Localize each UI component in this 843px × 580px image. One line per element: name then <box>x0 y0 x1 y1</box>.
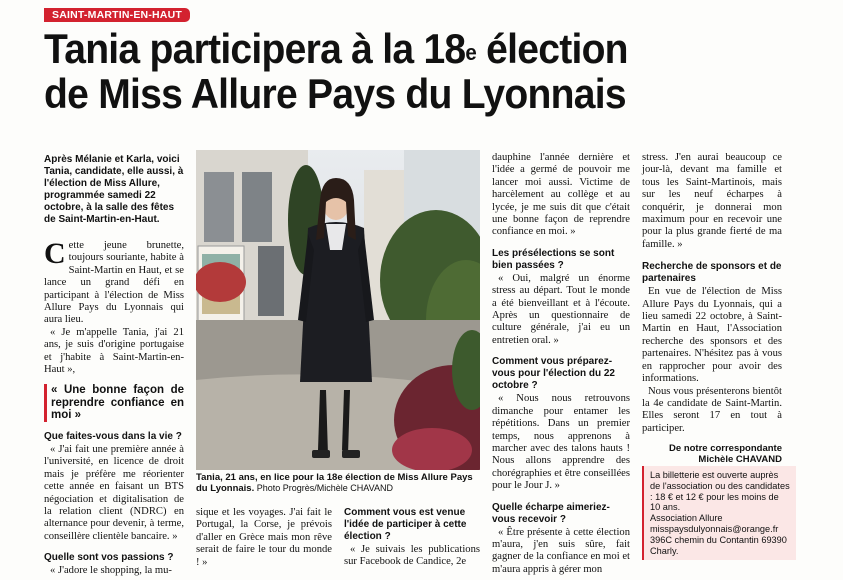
portrait-photo <box>196 150 480 470</box>
body-paragraph: Nous vous présenterons bientôt la 4e candidate de Saint-Martin. Elles seront 17 en tout à participer. <box>642 385 782 434</box>
column-3 <box>344 507 480 569</box>
byline <box>642 443 782 465</box>
body-paragraph: En vue de l'élection de Miss Allure Pays du Lyonnais, qui a lieu samedi 22 octobre, à Saint-Martin en Haut, l'Association recherche des sponsors et des partenaires. N'hésitez pas à vous en rapprocher pour avoir des informations. <box>642 286 782 385</box>
intro-paragraph <box>44 237 184 327</box>
association-contact: Association Allure misspaysdulyonnais@orange.fr 396C chemin du Contantin 69390 Charly. <box>650 513 787 556</box>
question-heading: Quelle sont vos passions ? <box>44 552 174 564</box>
question-heading: Comment vous préparez-vous pour l'élection du 22 octobre ? <box>492 356 615 392</box>
answer-paragraph: « J'ai fait une première année à l'université, en licence de droit mais je préfère me réorienter cette année en faisant un BTS négociation et digitalisation de la relation client (NDRC) en alternance pour devenir, à terme, conseillère clientèle bancaire. » <box>44 443 184 542</box>
question-heading: Comment vous est venue l'idée de participer à cette élection ? <box>344 507 467 542</box>
section-heading: Recherche de sponsors et de partenaires <box>642 261 782 285</box>
answer-paragraph: « Oui, malgré un énorme stress au départ. Tout le monde a été bienveillant et à l'écoute. Après un questionnaire de culture générale, j'ai eu un entretien oral. » <box>492 272 630 346</box>
headline <box>44 26 779 116</box>
dropcap: C <box>44 237 66 270</box>
headline-sup: e <box>465 40 477 65</box>
lead-paragraph: Après Mélanie et Karla, voici Tania, candidate, elle aussi, à l'élection de Miss Allure, programmée samedi 22 octobre, à la salle des fêtes de Saint-Martin-en-Haut. <box>44 154 184 225</box>
column-2 <box>196 507 332 569</box>
answer-paragraph: « Être présente à cette élection m'aura, j'en suis sûre, fait gagner de la confiance en moi et m'aura appris à gérer mon <box>492 526 630 575</box>
intro-text: ette jeune brunette, toujours souriante, habite à Saint-Martin en Haut, et se lance un grand défi en participant à l'élection de Miss Allure Pays du Lyonnais qui aura lieu. <box>44 240 184 326</box>
column-4 <box>492 152 630 576</box>
byline-author: Michèle CHAVAND <box>698 454 782 466</box>
column-5 <box>642 152 782 465</box>
question-heading: Quelle écharpe aimeriez-vous recevoir ? <box>492 501 610 525</box>
photo-illustration <box>196 150 480 470</box>
question-heading: Les présélections se sont bien passées ? <box>492 247 615 271</box>
body-paragraph: « Je m'appelle Tania, j'ai 21 ans, je suis d'origine portugaise et j'habite à Saint-Martin-en-Haut », <box>44 326 184 376</box>
answer-paragraph: « J'adore le shopping, la mu- <box>50 565 172 577</box>
photo-caption <box>196 472 480 494</box>
answer-paragraph: « Nous nous retrouvons dimanche pour entamer les répétitions. Dans un premier temps, nous apprenons à marcher avec des talons hauts ! Nous allons apprendre des chorégraphies et être conseillées pour le Jour J. » <box>492 393 630 492</box>
caption-title: Tania, 21 ans, en lice pour la 18e élection de Miss Allure Pays du Lyonnais. <box>196 472 473 494</box>
pull-quote: « Une bonne façon de reprendre confiance en moi » <box>44 384 184 422</box>
answer-paragraph: « Je suivais les publications sur Facebook de Candice, 2e <box>344 544 480 568</box>
section-kicker: SAINT-MARTIN-EN-HAUT <box>44 8 190 22</box>
body-paragraph: stress. J'en aurai beaucoup ce jour-là, devant ma famille et tous les Saint-Martinois, mais sur les neuf écharpes à conquérir, je donnerai mon maximum pour en recevoir une pour la plus grande fierté de ma famille. » <box>642 152 782 250</box>
headline-line1-part2: élection <box>476 25 628 72</box>
column-1 <box>44 154 184 578</box>
headline-line1-part1: Tania participera à la 18 <box>44 25 466 72</box>
byline-role: De notre correspondante <box>669 443 782 455</box>
body-paragraph: dauphine l'année dernière et l'idée a germé de pouvoir me lancer moi aussi. Victime de harcèlement au collège et au lycée, je me suis dit que c'était une bonne façon de reprendre confiance en moi. » <box>492 152 630 238</box>
body-paragraph: sique et les voyages. J'ai fait le Portugal, la Corse, je prévois d'aller en Grèce mais mon rêve serait de faire le tour du monde ! » <box>196 507 332 568</box>
question-heading: Que faites-vous dans la vie ? <box>44 430 182 442</box>
caption-credit: Photo Progrès/Michèle CHAVAND <box>254 483 393 493</box>
headline-line2: de Miss Allure Pays du Lyonnais <box>44 70 626 117</box>
ticket-info-text: La billetterie est ouverte auprès de l'association ou des candidates : 18 € et 12 € pour les moins de 10 ans. <box>650 470 790 513</box>
ticket-info-box <box>642 466 796 560</box>
